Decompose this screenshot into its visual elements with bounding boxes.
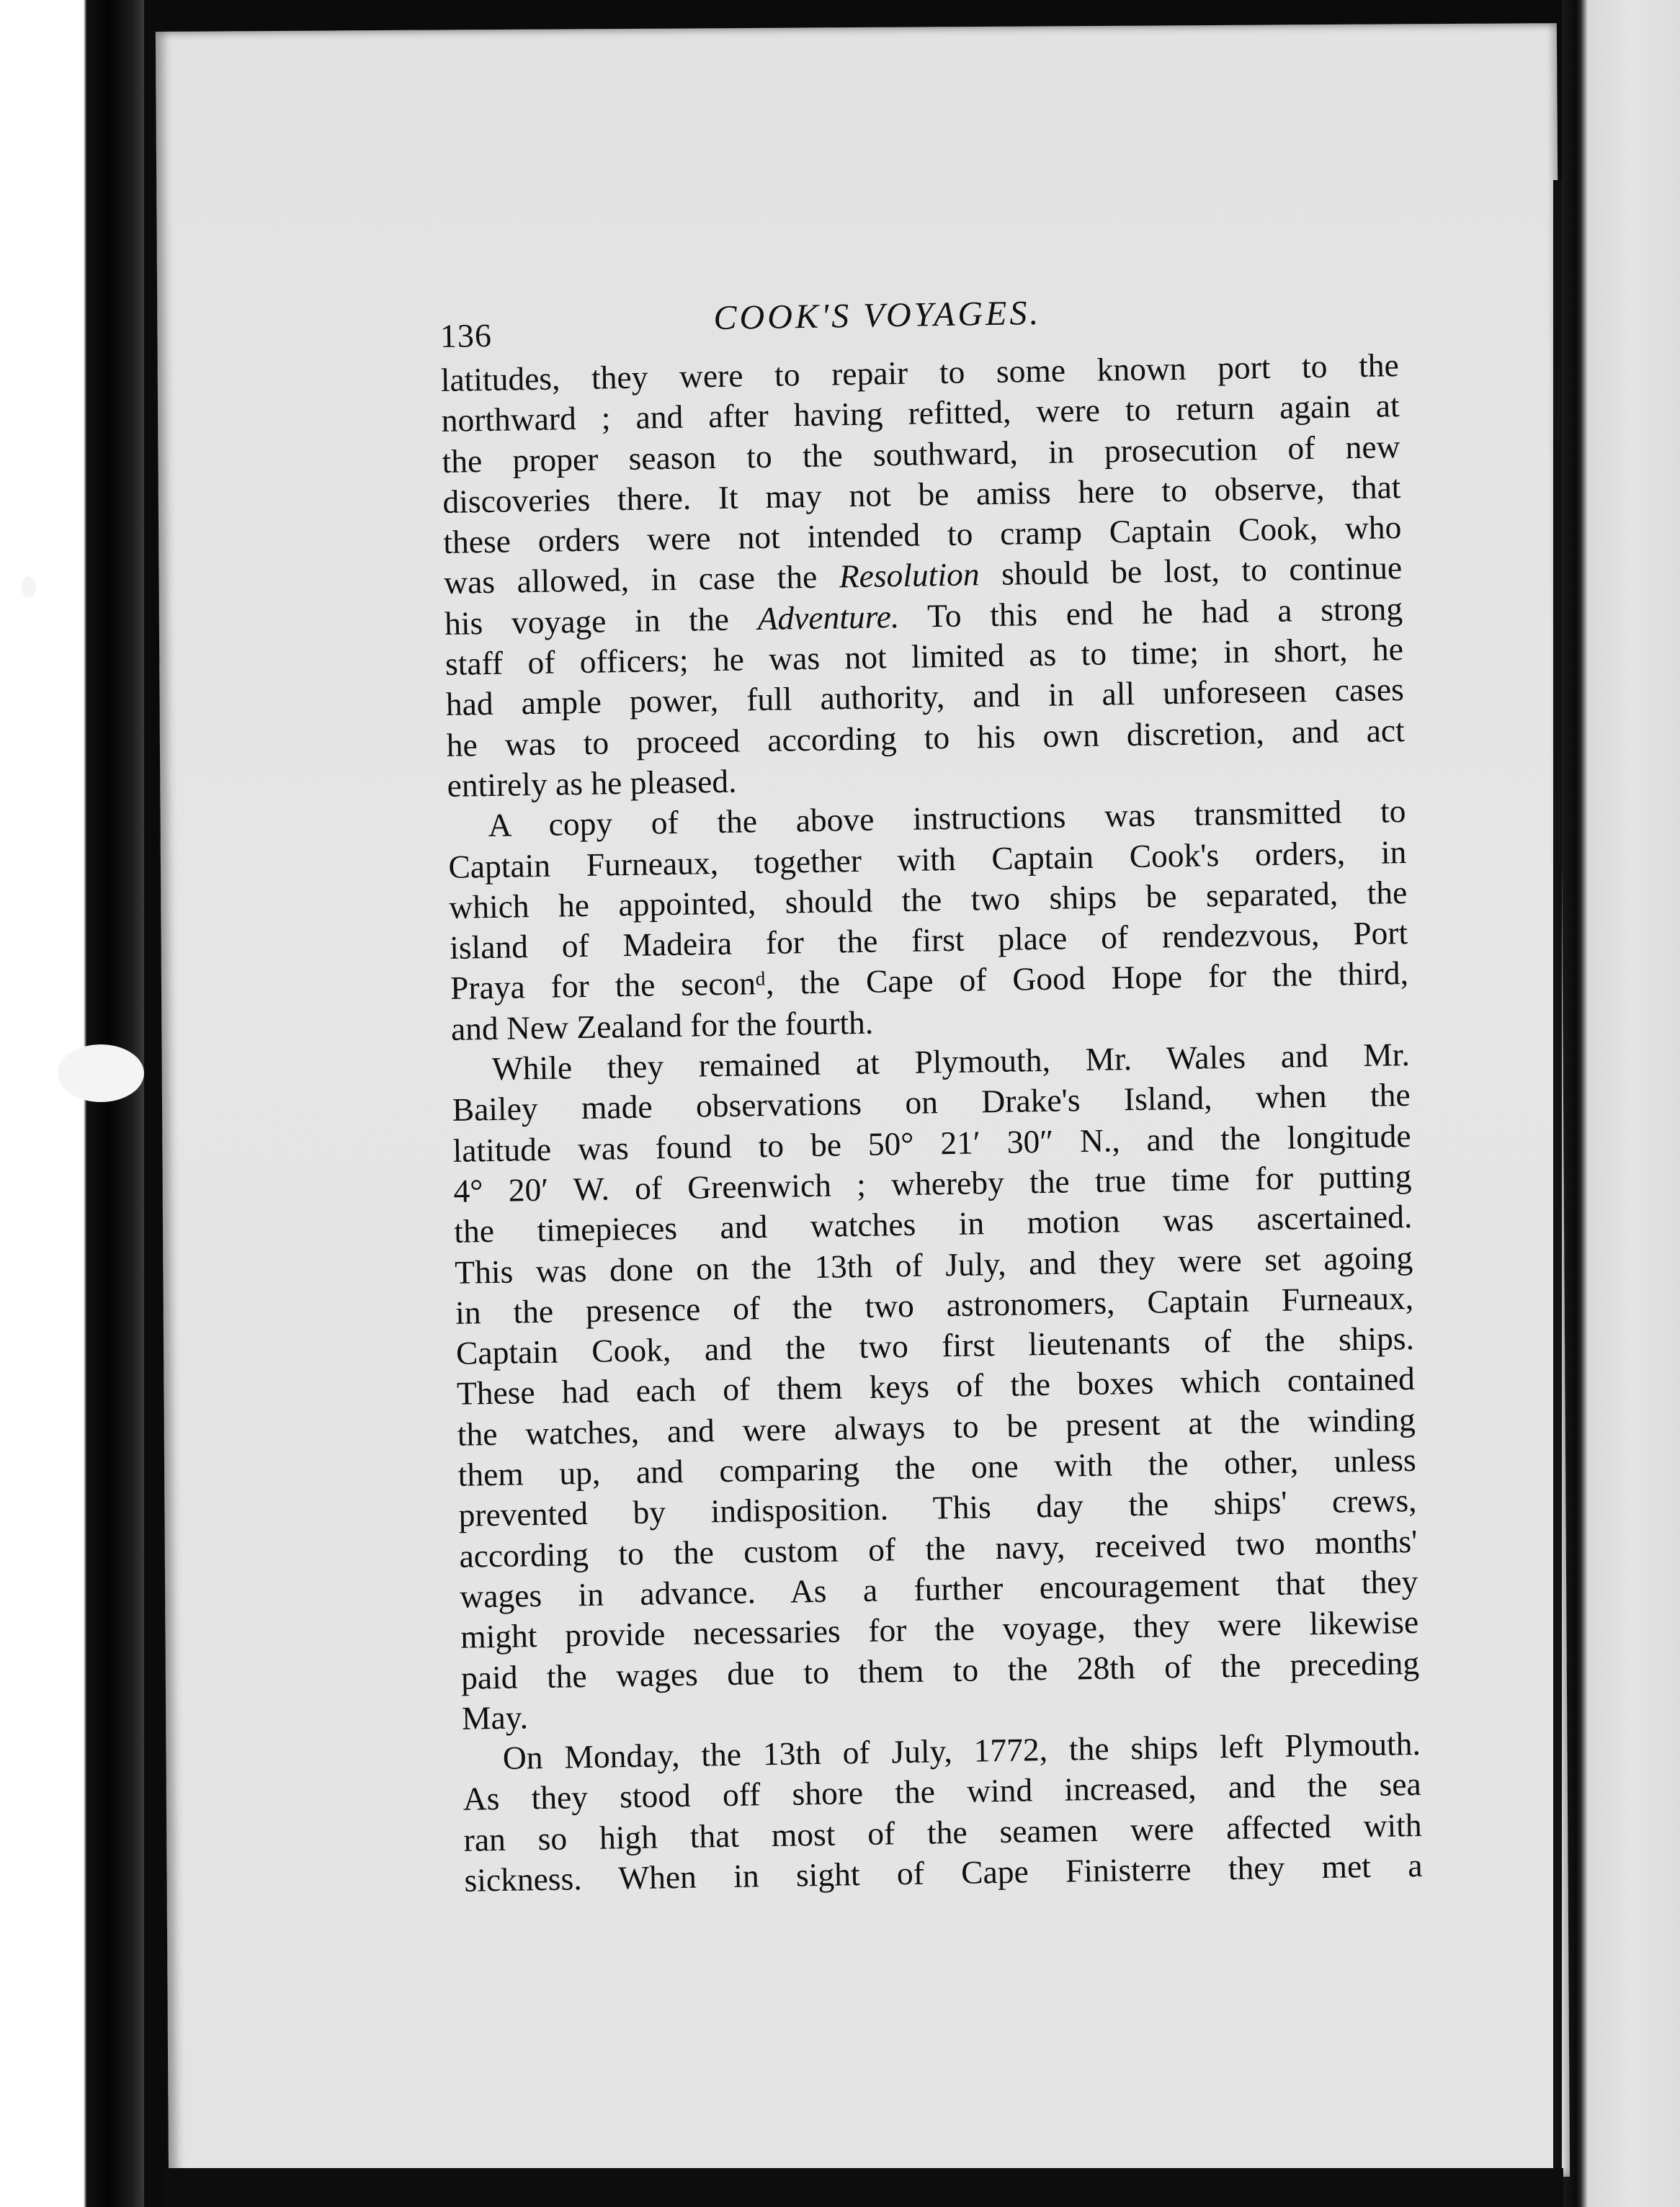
text-line: he was to proceed according to his own discretion, and act	[446, 711, 1406, 764]
page-number: 136	[439, 316, 493, 354]
text-line: prevented by indisposition. This day the ships' crews,	[458, 1482, 1417, 1534]
text-line: 4° 20′ W. of Greenwich ; whereby the true time for putting	[453, 1157, 1412, 1209]
page-edge-shadow	[1553, 180, 1562, 2197]
text-line: northward ; and after having refitted, were to return again at	[441, 387, 1400, 439]
text-line: according to the custom of the navy, received two months'	[459, 1522, 1418, 1575]
paragraph-1	[440, 345, 1406, 806]
text-line: discoveries there. It may not be amiss here to observe, that	[442, 467, 1401, 520]
text-line: and New Zealand for the fourth.	[450, 1003, 874, 1047]
text-line: Bailey made observations on Drake's Island, when the	[452, 1076, 1411, 1129]
text-segment: his voyage in the	[444, 599, 758, 642]
page-text-block	[439, 280, 1423, 1901]
paragraph-3	[451, 1034, 1420, 1739]
text-line: latitude was found to be 50° 21′ 30″ N., and the longitude	[452, 1116, 1411, 1169]
text-segment: To this end he had a strong	[898, 589, 1403, 635]
text-line: might provide necessaries for the voyage, they were likewise	[460, 1603, 1419, 1655]
text-line: entirely as he pleased.	[447, 762, 737, 804]
paragraph-2	[447, 791, 1409, 1049]
facing-page-edge	[1562, 0, 1680, 2207]
text-line: sickness. When in sight of Cape Finisterre they met a	[464, 1846, 1423, 1899]
text-line: in the presence of the two astronomers, Captain Furneaux,	[455, 1279, 1414, 1331]
text-line: Praya for the seconᵈ, the Cape of Good Hope for the third,	[450, 954, 1409, 1007]
page-bottom-shadow	[162, 2168, 1563, 2207]
text-line: Captain Cook, and the two first lieutenants of the ships.	[455, 1320, 1415, 1371]
text-line: latitudes, they were to repair to some known port to the	[440, 346, 1400, 398]
text-line: This was done on the 13th of July, and they were set agoing	[454, 1238, 1413, 1291]
paper-damage-spot	[22, 576, 36, 598]
text-line: these orders were not intended to cramp Captain Cook, who	[442, 509, 1402, 561]
text-line: the watches, and were always to be present at the winding	[457, 1400, 1416, 1453]
paper-damage-spot	[58, 1044, 144, 1102]
text-segment: was allowed, in case the	[443, 558, 840, 601]
text-line: paid the wages due to them to the 28th of the preceding	[460, 1644, 1420, 1696]
text-line: Captain Furneaux, together with Captain Cook's orders, in	[448, 833, 1407, 885]
text-line: As they stood off shore the wind increased, and the sea	[463, 1765, 1422, 1818]
text-segment: should be lost, to continue	[979, 549, 1403, 593]
text-line: staff of officers; he was not limited as to time; in short, he	[444, 630, 1404, 683]
book-binding-shadow	[86, 0, 144, 2207]
text-line: wages in advance. As a further encouragement that they	[459, 1562, 1418, 1615]
running-title: COOK'S VOYAGES.	[713, 293, 1042, 338]
ship-name-italic: Adventure.	[757, 597, 900, 637]
text-line: These had each of them keys of the boxes which contained	[456, 1360, 1416, 1413]
text-line: them up, and comparing the one with the other, unless	[457, 1441, 1416, 1493]
text-line: had ample power, full authority, and in all unforeseen cases	[445, 671, 1405, 723]
ship-name-italic: Resolution	[839, 555, 980, 595]
text-line: island of Madeira for the first place of rendezvous, Port	[449, 914, 1408, 967]
text-line: the proper season to the southward, in prosecution of new	[442, 427, 1400, 480]
text-segment: On Monday, the 13th of July, 1772, the ships left Plymouth.	[502, 1724, 1421, 1776]
text-line: the timepieces and watches in motion was ascertained.	[454, 1198, 1413, 1250]
text-segment: A copy of the above instructions was transmitted to	[488, 792, 1406, 844]
text-segment: While they remained at Plymouth, Mr. Wales and Mr.	[491, 1036, 1411, 1088]
text-line: ran so high that most of the seamen were affected with	[463, 1806, 1422, 1858]
paragraph-4	[462, 1724, 1422, 1901]
text-line: May.	[461, 1698, 529, 1737]
text-line: which he appointed, should the two ships be separated, the	[448, 873, 1408, 926]
